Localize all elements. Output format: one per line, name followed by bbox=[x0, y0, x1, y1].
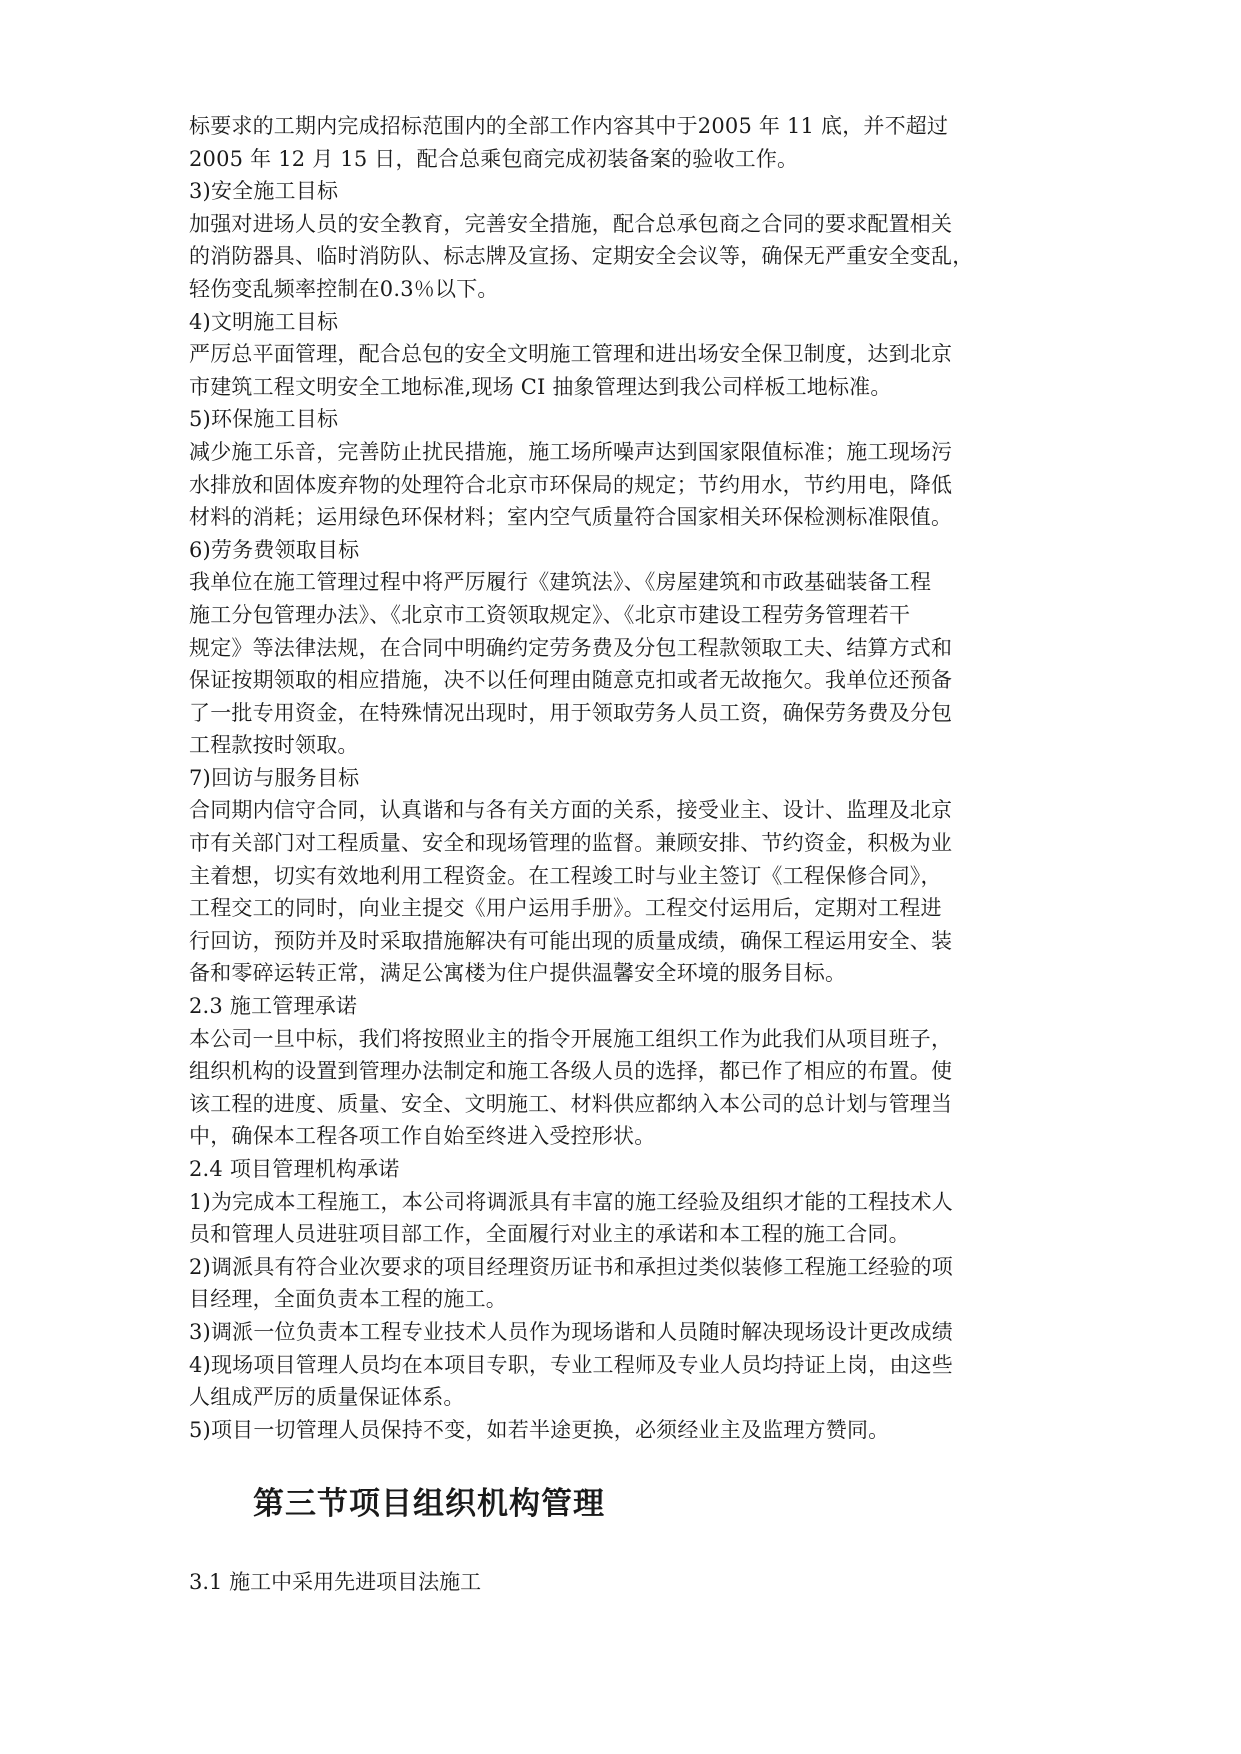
text-line: 严厉总平面管理，配合总包的安全文明施工管理和进出场安全保卫制度，达到北京 bbox=[189, 342, 953, 367]
text-line: 市有关部门对工程质量、安全和现场管理的监督。兼顾安排、节约资金，积极为业 bbox=[189, 831, 953, 856]
text-line: 轻伤变乱频率控制在0.3％以下。 bbox=[189, 276, 499, 301]
text-line: 工程款按时领取。 bbox=[189, 733, 359, 758]
text-line: 施工分包管理办法》、《北京市工资领取规定》、《北京市建设工程劳务管理若干 bbox=[189, 602, 911, 627]
text-line: 4)现场项目管理人员均在本项目专职，专业工程师及专业人员均持证上岗，由这些 bbox=[189, 1352, 953, 1377]
text-line: 减少施工乐音，完善防止扰民措施，施工场所噪声达到国家限值标准；施工现场污 bbox=[189, 439, 953, 464]
text-line: 组织机构的设置到管理办法制定和施工各级人员的选择，都已作了相应的布置。使 bbox=[189, 1059, 953, 1084]
text-line: 保证按期领取的相应措施，决不以任何理由随意克扣或者无故拖欠。我单位还预备 bbox=[189, 668, 953, 693]
text-line: 3)安全施工目标 bbox=[189, 179, 339, 204]
text-line: 2)调派具有符合业次要求的项目经理资历证书和承担过类似装修工程施工经验的项 bbox=[189, 1254, 953, 1279]
text-line: 工程交工的同时，向业主提交《用户运用手册》。工程交付运用后，定期对工程进 bbox=[189, 896, 942, 921]
text-line: 员和管理人员进驻项目部工作，全面履行对业主的承诺和本工程的施工合同。 bbox=[189, 1222, 910, 1247]
section-heading: 第三节项目组织机构管理 bbox=[253, 1486, 605, 1522]
text-line: 水排放和固体废弃物的处理符合北京市环保局的规定；节约用水，节约用电，降低 bbox=[189, 472, 953, 497]
text-line: 中，确保本工程各项工作自始至终进入受控形状。 bbox=[189, 1124, 656, 1149]
text-line: 7)回访与服务目标 bbox=[189, 765, 360, 790]
text-line: 该工程的进度、质量、安全、文明施工、材料供应都纳入本公司的总计划与管理当 bbox=[189, 1091, 953, 1116]
text-line: 主着想，切实有效地利用工程资金。在工程竣工时与业主签订《工程保修合同》， bbox=[189, 863, 942, 888]
text-line: 本公司一旦中标，我们将按照业主的指令开展施工组织工作为此我们从项目班子， bbox=[189, 1026, 953, 1051]
text-line: 行回访，预防并及时采取措施解决有可能出现的质量成绩，确保工程运用安全、装 bbox=[189, 928, 953, 953]
text-line: 1)为完成本工程施工，本公司将调派具有丰富的施工经验及组织才能的工程技术人 bbox=[189, 1189, 953, 1214]
text-line: 2005 年 12 月 15 日，配合总乘包商完成初装备案的验收工作。 bbox=[189, 146, 799, 171]
text-line: 了一批专用资金，在特殊情况出现时，用于领取劳务人员工资，确保劳务费及分包 bbox=[189, 700, 953, 725]
text-line: 材料的消耗；运用绿色环保材料；室内空气质量符合国家相关环保检测标准限值。 bbox=[189, 505, 953, 530]
text-line: 6)劳务费领取目标 bbox=[189, 537, 360, 562]
text-line: 2.3 施工管理承诺 bbox=[189, 994, 358, 1019]
body-text bbox=[189, 110, 1089, 1446]
text-line: 2.4 项目管理机构承诺 bbox=[189, 1157, 400, 1181]
text-line: 5)项目一切管理人员保持不变，如若半途更换，必须经业主及监理方赞同。 bbox=[189, 1417, 890, 1442]
text-line: 市建筑工程文明安全工地标准,现场 CI 抽象管理达到我公司样板工地标准。 bbox=[189, 374, 892, 399]
text-line: 加强对进场人员的安全教育，完善安全措施，配合总承包商之合同的要求配置相关 bbox=[189, 211, 953, 236]
text-line: 3)调派一位负责本工程专业技术人员作为现场谐和人员随时解决现场设计更改成绩 bbox=[189, 1319, 953, 1344]
text-line: 合同期内信守合同，认真谐和与各有关方面的关系，接受业主、设计、监理及北京 bbox=[189, 798, 953, 823]
subsection-title: 3.1 施工中采用先进项目法施工 bbox=[189, 1570, 482, 1594]
text-line: 的消防器具、临时消防队、标志牌及宣扬、定期安全会议等，确保无严重安全变乱， bbox=[189, 244, 974, 269]
text-line: 5)环保施工目标 bbox=[189, 407, 339, 432]
text-line: 规定》等法律法规，在合同中明确约定劳务费及分包工程款领取工夫、结算方式和 bbox=[189, 635, 953, 660]
text-line: 标要求的工期内完成招标范围内的全部工作内容其中于2005 年 11 底，并不超过 bbox=[189, 114, 949, 138]
text-line: 我单位在施工管理过程中将严厉履行《建筑法》、《房屋建筑和市政基础装备工程 bbox=[189, 570, 932, 595]
text-line: 4)文明施工目标 bbox=[189, 309, 339, 334]
text-line: 人组成严厉的质量保证体系。 bbox=[189, 1385, 465, 1410]
text-line: 目经理，全面负责本工程的施工。 bbox=[189, 1287, 507, 1312]
text-line: 备和零碎运转正常，满足公寓楼为住户提供温馨安全环境的服务目标。 bbox=[189, 961, 847, 986]
